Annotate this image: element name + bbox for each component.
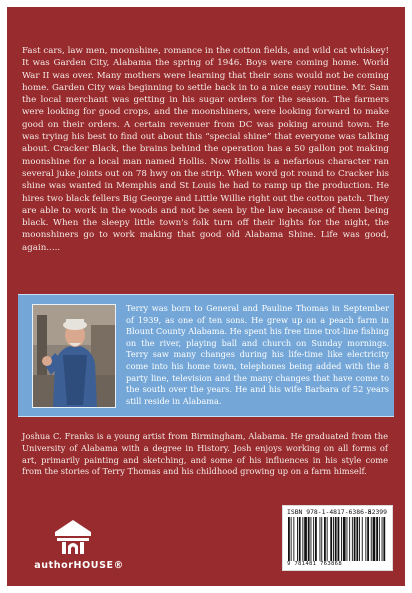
barcode-bar	[304, 517, 307, 561]
price-code: 52399	[367, 508, 387, 516]
barcode-bar	[349, 517, 350, 561]
barcode-bar	[356, 517, 358, 561]
barcode-bar	[338, 517, 340, 561]
publisher-name: authorHOUSE®	[34, 560, 124, 571]
barcode-bar	[365, 517, 366, 561]
barcode-bar	[302, 517, 303, 561]
isbn-number: ISBN 978-1-4817-6386-8	[287, 508, 372, 516]
barcode-bar	[299, 517, 301, 561]
barcode-bar	[324, 517, 326, 561]
barcode-bar	[354, 517, 356, 561]
barcode-bar	[373, 517, 376, 561]
barcode-bar	[320, 517, 321, 561]
barcode-bar	[288, 517, 290, 561]
barcode-bar	[367, 517, 369, 561]
artist-bio-text: Joshua C. Franks is a young artist from Birmingham, Alabama. He graduated from the University of Alabama with a degree in History. Josh enjoys working on all forms of art, primarily painting and sketching, and some of his influences in his style come from the stories of Terry Thomas and his childhood growing up on a farm himself.	[22, 431, 388, 477]
barcode-bars	[287, 517, 387, 561]
synopsis-text: Fast cars, law men, moonshine, romance in the cotton fields, and wild cat whiskey! It was Garden City, Alabama the spring of 1946. Boys were coming home. World War II was over. Many mothers were learning that their sons would not be coming home. Garden City was beginning to settle back in to a nice easy routine. Mr. Sam the local merchant was getting in his sugar orders for the season. The farmers were looking for good crops, and the moonshiners, were looking forward to make good on their orders. A certain revenuer from DC was poking around town. He was trying his best to find out about this “special shine” that everyone was talking about. Cracker Black, the brains behind the operation has a 50 gallon pot making moonshine for a local man named Hollis. Now Hollis is a nefarious character ran several juke joints out on 78 hwy on the strip. When word got round to Cracker his shine was wanted in Memphis and St Louis he had to ramp up the production. He hires two black fellers Big George and Little Willie right out the cotton patch. They are able to work in the woods and not be seen by the law because of them being black. When the sleepy little town's folk turn off their lights for the night, the moonshiners go to work making that good old Alabama Shine. Life was good, again.....	[22, 46, 389, 253]
barcode-bar	[341, 517, 342, 561]
publisher-logo	[29, 518, 129, 578]
barcode-bar	[315, 517, 317, 561]
author-bio-band	[18, 294, 394, 417]
isbn-label	[287, 508, 387, 516]
barcode-bar	[313, 517, 314, 561]
author-photo	[32, 304, 116, 408]
back-cover	[7, 7, 405, 586]
barcode-bar	[379, 517, 380, 561]
barcode-bar	[371, 517, 372, 561]
barcode-digits: 9 781481 763868	[287, 561, 343, 567]
barcode-bar	[362, 517, 363, 561]
barcode-bar	[311, 517, 312, 561]
barcode-bar	[382, 517, 383, 561]
barcode-bar	[359, 517, 360, 561]
barcode-bar	[383, 517, 385, 561]
barcode-bar	[291, 517, 292, 561]
isbn-barcode	[282, 505, 393, 571]
authorhouse-logo-icon	[53, 518, 93, 555]
barcode-bar	[376, 517, 378, 561]
barcode-bar	[347, 517, 348, 561]
barcode-bar	[352, 517, 353, 561]
author-bio-text: Terry was born to General and Pauline Thomas in September of 1939, as one of ten sons. He grew up on a peach farm in Blount County Alabama. He spent his free time trot-line fishing on the river, playing ball and church on Sunday mornings. Terry saw many changes during his life-time like electricity come into his home town, telephones being added with the 8 party line, television and the many changes that have come to the south over the years. He and his wife Barbara of 52 years still reside in Alabama.	[126, 303, 389, 406]
barcode-bar	[297, 517, 298, 561]
barcode-bar	[335, 517, 337, 561]
barcode-bar	[293, 517, 294, 561]
barcode-bar	[308, 517, 310, 561]
author-photo-image	[33, 305, 115, 407]
barcode-bar	[343, 517, 346, 561]
barcode-bar	[327, 517, 328, 561]
barcode-bar	[321, 517, 322, 561]
barcode-bar	[333, 517, 334, 561]
barcode-bar	[330, 517, 332, 561]
